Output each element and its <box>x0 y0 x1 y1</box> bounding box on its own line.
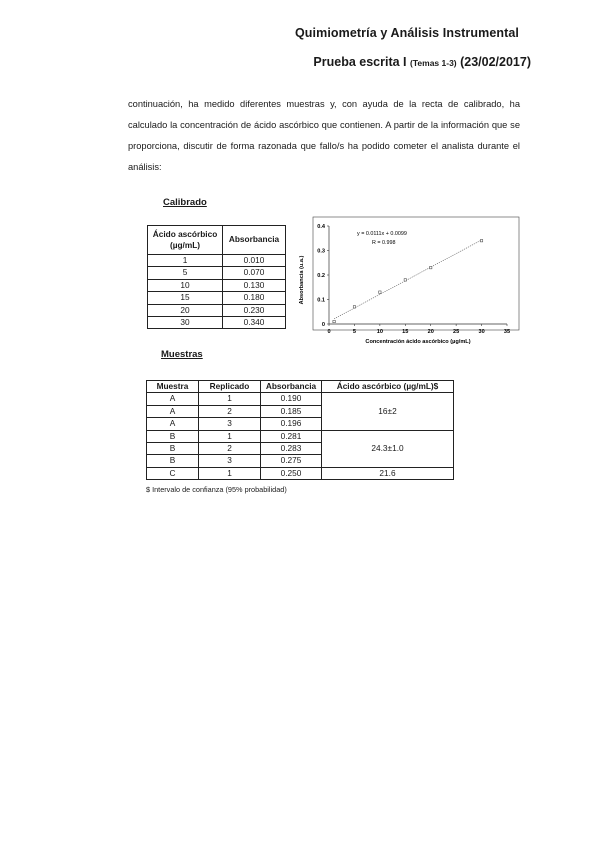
cell-muestra: C <box>147 467 199 479</box>
col-absorbancia: Absorbancia <box>261 381 322 393</box>
cell-conc: 20 <box>148 304 223 316</box>
table-row <box>148 304 286 316</box>
calibration-chart-svg <box>289 216 521 348</box>
cell-replicado: 2 <box>199 443 261 455</box>
muestras-table <box>146 380 454 480</box>
chart-y-label: Absorbancia (u.a.) <box>299 255 305 305</box>
col-acido-ascorbico: Ácido ascórbico (µg/mL)$ <box>322 381 454 393</box>
y-tick-label: 0 <box>321 322 325 328</box>
calibrado-col-conc <box>148 226 223 255</box>
table-row <box>148 267 286 279</box>
table-row <box>148 279 286 291</box>
cell-replicado: 3 <box>199 455 261 467</box>
data-point <box>430 266 432 268</box>
calibrado-col-conc-line1: Ácido ascórbico <box>152 228 218 239</box>
calibration-chart <box>289 216 521 348</box>
cell-conc: 15 <box>148 292 223 304</box>
x-tick-label: 10 <box>376 329 383 335</box>
col-replicado: Replicado <box>199 381 261 393</box>
calibrado-table <box>147 225 286 329</box>
cell-abs: 0.340 <box>223 317 286 329</box>
table-row <box>147 393 454 405</box>
chart-trendline <box>334 240 481 319</box>
y-tick-label: 0.4 <box>317 224 325 230</box>
cell-muestra: A <box>147 405 199 417</box>
cell-replicado: 1 <box>199 430 261 442</box>
data-point <box>480 240 482 242</box>
course-title: Quimiometría y Análisis Instrumental <box>294 26 519 40</box>
cell-abs: 0.180 <box>223 292 286 304</box>
cell-replicado: 1 <box>199 467 261 479</box>
chart-equation: y = 0.0111x + 0.0099 <box>357 231 407 237</box>
cell-muestra: A <box>147 418 199 430</box>
x-tick-label: 35 <box>503 329 511 335</box>
cell-absorbancia: 0.275 <box>261 455 322 467</box>
chart-x-label: Concentración ácido ascórbico (µg/mL) <box>365 339 471 345</box>
cell-abs: 0.230 <box>223 304 286 316</box>
cell-absorbancia: 0.190 <box>261 393 322 405</box>
table-row <box>148 317 286 329</box>
cell-abs: 0.130 <box>223 279 286 291</box>
table-row <box>148 292 286 304</box>
trendline <box>334 240 481 319</box>
data-point <box>333 320 335 322</box>
calibrado-col-abs: Absorbancia <box>223 226 286 255</box>
y-tick-label: 0.3 <box>317 248 325 255</box>
exam-title <box>313 55 531 69</box>
exam-prefix: Prueba escrita I <box>313 55 407 69</box>
cell-absorbancia: 0.250 <box>261 467 322 479</box>
data-point <box>353 306 355 308</box>
cell-absorbancia: 0.283 <box>261 443 322 455</box>
cell-replicado: 2 <box>199 405 261 417</box>
cell-replicado: 3 <box>199 418 261 430</box>
question-paragraph: continuación, ha medido diferentes muestras y, con ayuda de la recta de calibrado, ha calculado la concentración de ácido ascórbico que contienen. A partir de la información que se proporciona, discutir de forma razonada que fallo/s ha podido cometer el analista durante el análisis: <box>128 99 520 172</box>
cell-result-c: 21.6 <box>322 467 454 479</box>
x-tick-label: 15 <box>402 329 409 335</box>
data-point <box>404 279 406 281</box>
chart-r-value: R = 0.998 <box>372 240 396 246</box>
y-tick-label: 0.2 <box>317 273 325 279</box>
cell-absorbancia: 0.196 <box>261 418 322 430</box>
cell-result-a: 16±2 <box>322 393 454 430</box>
cell-muestra: B <box>147 430 199 442</box>
data-point <box>379 291 381 293</box>
exam-topics: (Temas 1-3) <box>410 58 457 68</box>
calibrado-col-conc-line2: (µg/mL) <box>169 240 201 250</box>
chart-frame <box>313 217 519 330</box>
exam-date: (23/02/2017) <box>460 55 531 69</box>
cell-absorbancia: 0.185 <box>261 405 322 417</box>
x-tick-label: 30 <box>478 329 485 335</box>
cell-muestra: B <box>147 455 199 467</box>
cell-conc: 5 <box>148 267 223 279</box>
cell-conc: 30 <box>148 317 223 329</box>
muestras-header-row <box>147 381 454 393</box>
cell-absorbancia: 0.281 <box>261 430 322 442</box>
chart-points <box>333 240 483 323</box>
col-muestra: Muestra <box>147 381 199 393</box>
cell-abs: 0.010 <box>223 255 286 267</box>
cell-result-b: 24.3±1.0 <box>322 430 454 467</box>
x-tick-label: 0 <box>327 329 331 335</box>
cell-conc: 10 <box>148 279 223 291</box>
x-tick-label: 25 <box>453 329 460 335</box>
table-row <box>147 430 454 442</box>
cell-replicado: 1 <box>199 393 261 405</box>
x-tick-label: 5 <box>352 329 356 335</box>
cell-muestra: A <box>147 393 199 405</box>
chart-axes <box>313 217 519 330</box>
muestras-title: Muestras <box>161 349 203 360</box>
x-tick-label: 20 <box>427 329 434 335</box>
cell-abs: 0.070 <box>223 267 286 279</box>
y-tick-label: 0.1 <box>317 297 325 304</box>
cell-muestra: B <box>147 443 199 455</box>
table-row <box>147 467 454 479</box>
table-row <box>148 255 286 267</box>
calibrado-header-row <box>148 226 286 255</box>
cell-conc: 1 <box>148 255 223 267</box>
footnote: $ Intervalo de confianza (95% probabilidad) <box>146 485 287 494</box>
calibrado-title: Calibrado <box>163 197 207 208</box>
